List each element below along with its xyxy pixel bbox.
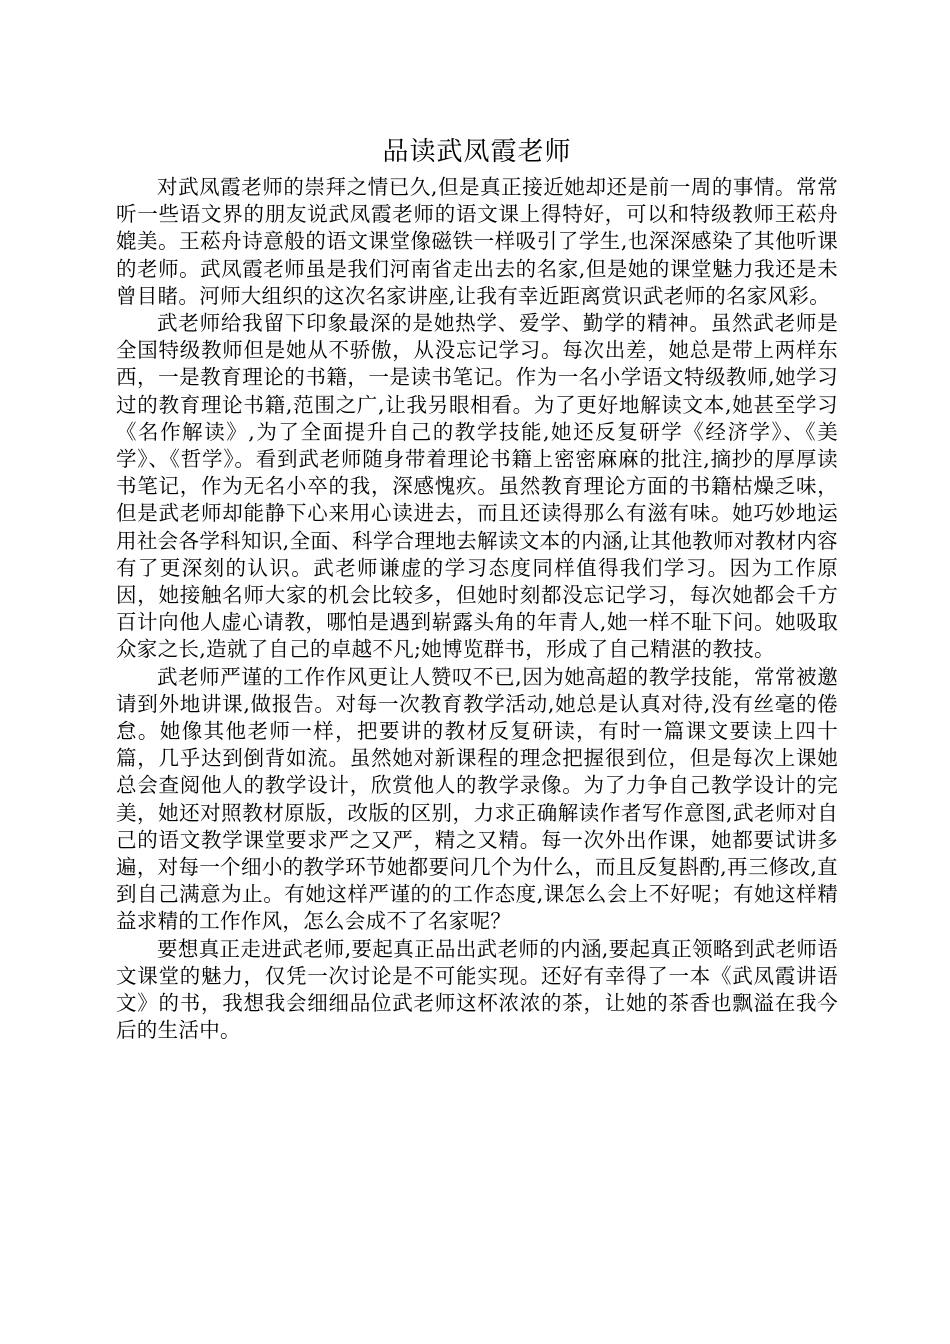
paragraph-3: 武老师严谨的工作作风更让人赞叹不已,因为她高超的教学技能，常常被邀请到外地讲课,做报告。对每一次教育教学活动,她总是认真对待,没有丝毫的倦怠。她像其他老师一样，把要讲的教材反复研读，有时一篇课文要读上四十篇，几乎达到倒背如流。虽然她对新课程的理念把握很到位，但是每次上课她总会查阅他人的教学设计，欣赏他人的教学录像。为了力争自己教学设计的完美，她还对照教材原版，改版的区别，力求正确解读作者写作意图,武老师对自己的语文教学课堂要求严之又严，精之又精。每一次外出作课，她都要试讲多遍，对每一个细小的教学环节她都要问几个为什么，而且反复斟酌,再三修改,直到自己满意为止。有她这样严谨的的工作态度,课怎么会上不好呢；有她这样精益求精的工作作风，怎么会成不了名家呢？ bbox=[116, 664, 838, 934]
paragraph-2: 武老师给我留下印象最深的是她热学、爱学、勤学的精神。虽然武老师是全国特级教师但是她从不骄傲，从没忘记学习。每次出差，她总是带上两样东西，一是教育理论的书籍，一是读书笔记。作为一名小学语文特级教师,她学习过的教育理论书籍,范围之广,让我另眼相看。为了更好地解读文本,她甚至学习《名作解读》,为了全面提升自己的教学技能,她还反复研学《经济学》、《美学》、《哲学》。看到武老师随身带着理论书籍上密密麻麻的批注,摘抄的厚厚读书笔记，作为无名小卒的我，深感愧疚。虽然教育理论方面的书籍枯燥乏味，但是武老师却能静下心来用心读进去，而且还读得那么有滋有味。她巧妙地运用社会各学科知识,全面、科学合理地去解读文本的内涵,让其他教师对教材内容有了更深刻的认识。武老师谦虚的学习态度同样值得我们学习。因为工作原因，她接触名师大家的机会比较多，但她时刻都没忘记学习，每次她都会千方百计向他人虚心请教，哪怕是遇到崭露头角的年青人,她一样不耻下问。她吸取众家之长,造就了自己的卓越不凡;她博览群书，形成了自己精湛的教技。 bbox=[116, 311, 838, 662]
document-title: 品读武凤霞老师 bbox=[382, 137, 572, 167]
paragraph-4: 要想真正走进武老师,要起真正品出武老师的内涵,要起真正领略到武老师语文课堂的魅力，仅凭一次讨论是不可能实现。还好有幸得了一本《武凤霞讲语文》的书，我想我会细细品位武老师这杯浓浓的茶，让她的茶香也飘溢在我今后的生活中。 bbox=[116, 936, 838, 1043]
paragraph-1: 对武凤霞老师的崇拜之情已久,但是真正接近她却还是前一周的事情。常常听一些语文界的朋友说武凤霞老师的语文课上得特好，可以和特级教师王菘舟媲美。王菘舟诗意般的语文课堂像磁铁一样吸引了学生,也深深感染了其他听课的老师。武凤霞老师虽是我们河南省走出去的名家,但是她的课堂魅力我还是未曾目睹。河师大组织的这次名家讲座,让我有幸近距离赏识武老师的名家风彩。 bbox=[116, 175, 838, 308]
document-body bbox=[116, 134, 838, 1045]
